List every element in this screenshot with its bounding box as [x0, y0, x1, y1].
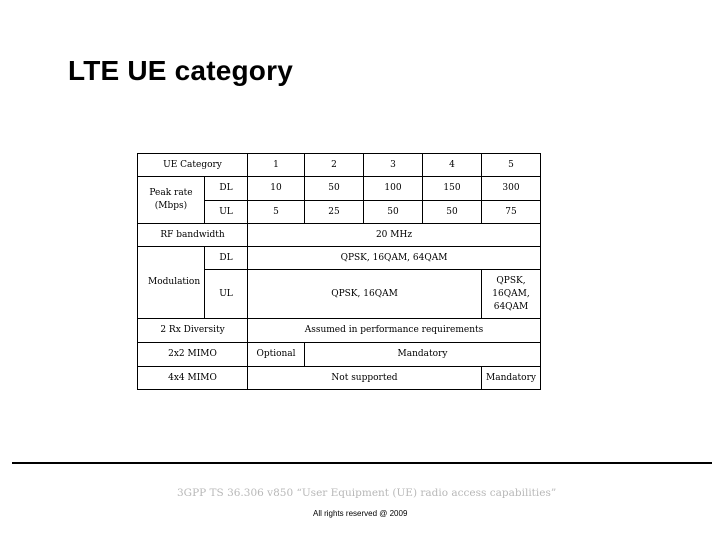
peak-ul-cat5: 75	[482, 201, 541, 224]
category-4-header: 4	[423, 154, 482, 177]
mimo-4x4-cat1-4: Not supported	[248, 367, 482, 390]
table-row-header	[138, 154, 541, 177]
category-1-header: 1	[248, 154, 305, 177]
peak-dl-cat4: 150	[423, 177, 482, 201]
peak-dl-cat3: 100	[364, 177, 423, 201]
peak-dl-cat1: 10	[248, 177, 305, 201]
rf-bandwidth-label: RF bandwidth	[138, 224, 248, 247]
modulation-dl-label: DL	[205, 247, 248, 270]
peak-ul-cat2: 25	[305, 201, 364, 224]
table-row-mimo-4x4	[138, 367, 541, 390]
table-row-rx-diversity	[138, 319, 541, 343]
peak-dl-label: DL	[205, 177, 248, 201]
modulation-dl-value: QPSK, 16QAM, 64QAM	[248, 247, 541, 270]
reference-text: 3GPP TS 36.306 v850 “User Equipment (UE) radio access capabilities”	[177, 487, 557, 499]
modulation-ul-value-cat5: QPSK, 16QAM, 64QAM	[482, 270, 541, 319]
rf-bandwidth-value: 20 MHz	[248, 224, 541, 247]
modulation-ul-label: UL	[205, 270, 248, 319]
peak-dl-cat2: 50	[305, 177, 364, 201]
ue-category-header: UE Category	[138, 154, 248, 177]
table-row-peak-dl	[138, 177, 541, 201]
table-row-rf-bandwidth	[138, 224, 541, 247]
modulation-ul-value-cat1-4: QPSK, 16QAM	[248, 270, 482, 319]
table-row-mimo-2x2	[138, 343, 541, 367]
rx-diversity-value: Assumed in performance requirements	[248, 319, 541, 343]
mimo-2x2-label: 2x2 MIMO	[138, 343, 248, 367]
peak-ul-label: UL	[205, 201, 248, 224]
mimo-4x4-cat5: Mandatory	[482, 367, 541, 390]
footer-divider	[12, 462, 712, 464]
modulation-label: Modulation	[138, 247, 205, 319]
mimo-2x2-cat2-5: Mandatory	[305, 343, 541, 367]
peak-rate-label: Peak rate (Mbps)	[138, 177, 205, 224]
table-row-modulation-dl	[138, 247, 541, 270]
peak-ul-cat1: 5	[248, 201, 305, 224]
page-title: LTE UE category	[68, 55, 293, 86]
ue-category-table	[137, 153, 541, 390]
category-2-header: 2	[305, 154, 364, 177]
category-5-header: 5	[482, 154, 541, 177]
mimo-2x2-cat1: Optional	[248, 343, 305, 367]
peak-ul-cat4: 50	[423, 201, 482, 224]
mimo-4x4-label: 4x4 MIMO	[138, 367, 248, 390]
peak-ul-cat3: 50	[364, 201, 423, 224]
category-3-header: 3	[364, 154, 423, 177]
rx-diversity-label: 2 Rx Diversity	[138, 319, 248, 343]
peak-dl-cat5: 300	[482, 177, 541, 201]
copyright-text: All rights reserved @ 2009	[313, 509, 408, 518]
